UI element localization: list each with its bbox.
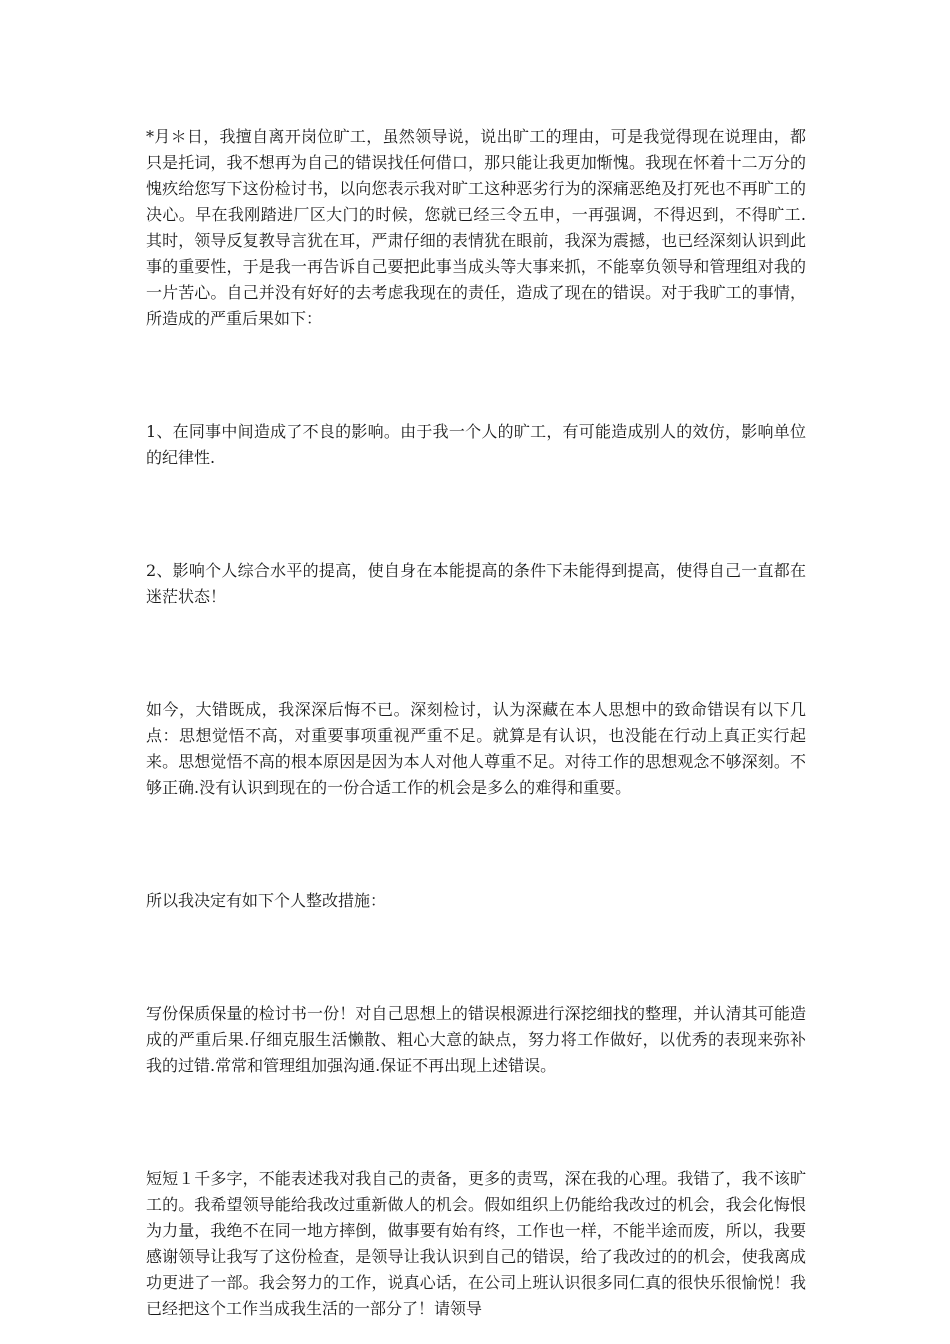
document-body [146,124,806,1322]
paragraph-intro: *月＊日，我擅自离开岗位旷工，虽然领导说，说出旷工的理由，可是我觉得现在说理由，都只是托词，我不想再为自己的错误找任何借口，那只能让我更加惭愧。我现在怀着十二万分的愧疚给您写下这份检讨书，以向您表示我对旷工这种恶劣行为的深痛恶绝及打死也不再旷工的决心。早在我刚踏进厂区大门的时候，您就已经三令五申，一再强调，不得迟到，不得旷工.其时，领导反复教导言犹在耳，严肃仔细的表情犹在眼前，我深为震撼，也已经深刻认识到此事的重要性，于是我一再告诉自己要把此事当成头等大事来抓，不能辜负领导和管理组对我的一片苦心。自己并没有好好的去考虑我现在的责任，造成了现在的错误。对于我旷工的事情，所造成的严重后果如下： [146,127,806,328]
paragraph-spacer [146,332,806,419]
paragraph-spacer [146,610,806,697]
paragraph-reflection: 如今，大错既成，我深深后悔不已。深刻检讨，认为深藏在本人思想中的致命错误有以下几点：思想觉悟不高，对重要事项重视严重不足。就算是有认识，也没能在行动上真正实行起来。思想觉悟不高的根本原因是因为本人对他人尊重不足。对待工作的思想观念不够深刻。不够正确.没有认识到现在的一份合适工作的机会是多么的难得和重要。 [146,700,806,797]
paragraph-measures-heading: 所以我决定有如下个人整改措施： [146,891,387,910]
paragraph-spacer [146,1079,806,1166]
paragraph-consequence-2: 2、影响个人综合水平的提高，使自身在本能提高的条件下未能得到提高，使得自己一直都在迷茫状态！ [146,561,806,606]
paragraph-consequence-1: 1、在同事中间造成了不良的影响。由于我一个人的旷工，有可能造成别人的效仿，影响单位的纪律性. [146,422,806,467]
paragraph-measures: 写份保质保量的检讨书一份！对自己思想上的错误根源进行深挖细找的整理，并认清其可能造成的严重后果.仔细克服生活懒散、粗心大意的缺点，努力将工作做好，以优秀的表现来弥补我的过错.常常和管理组加强沟通.保证不再出现上述错误。 [146,1004,806,1075]
paragraph-closing: 短短１千多字，不能表述我对我自己的责备，更多的责骂，深在我的心理。我错了，我不该旷工的。我希望领导能给我改过重新做人的机会。假如组织上仍能给我改过的机会，我会化悔恨为力量，我绝不在同一地方摔倒，做事要有始有终，工作也一样，不能半途而废，所以，我要感谢领导让我写了这份检查，是领导让我认识到自己的错误，给了我改过的的机会，使我离成功更进了一部。我会努力的工作，说真心话，在公司上班认识很多同仁真的很快乐很愉悦！我已经把这个工作当成我生活的一部分了！请领导 [146,1169,806,1318]
paragraph-spacer [146,471,806,558]
paragraph-spacer [146,801,806,888]
paragraph-spacer [146,914,806,1001]
